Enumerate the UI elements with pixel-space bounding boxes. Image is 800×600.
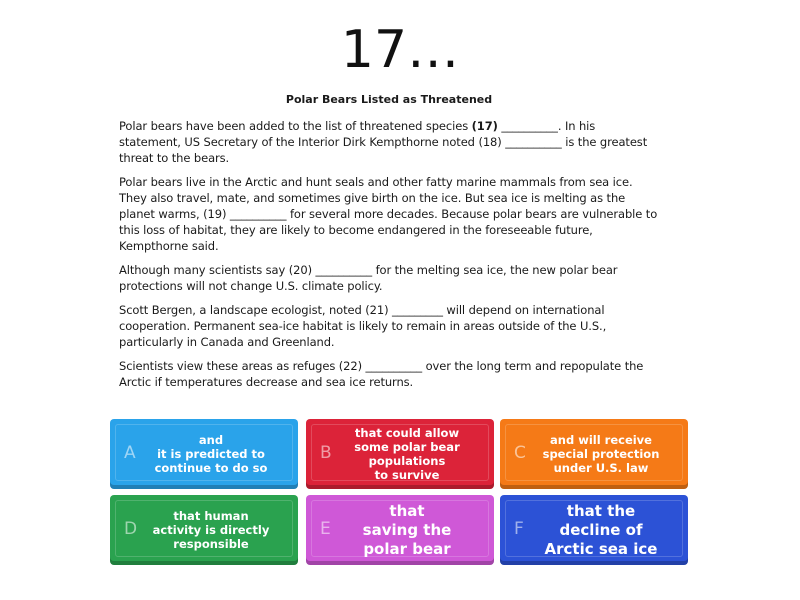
paragraph-3: Although many scientists say (20) __________ for the melting sea ice, the new polar bear protections will not change U.S. climate policy. — [119, 263, 618, 293]
answer-text-c: and will receive special protection under U.S. law — [542, 433, 660, 475]
answer-letter-a: A — [124, 443, 136, 463]
answer-tile-a[interactable] — [110, 419, 298, 489]
answer-letter-b: B — [320, 443, 332, 463]
paragraph-2: Polar bears live in the Arctic and hunt seals and other fatty marine mammals from sea ice. They also travel, mate, and sometimes give birth on the ice. But sea ice is melting as the planet warms, (19) __________ for several more decades. Because polar bears are vulnerable to this loss of habitat, they are likely to become endangered in the foreseeable future, Kempthorne said. — [119, 175, 658, 253]
answer-letter-e: E — [320, 519, 331, 539]
document-title: Polar Bears Listed as Threatened — [285, 93, 493, 106]
paragraph-4: Scott Bergen, a landscape ecologist, noted (21) _________ will depend on international cooperation. Permanent sea-ice habitat is likely to remain in areas outside of the U.S., particularly in Canada and Greenland. — [119, 303, 607, 349]
answer-tile-d[interactable] — [110, 495, 298, 565]
question-title: 17… — [340, 20, 460, 80]
answer-letter-c: C — [514, 443, 526, 463]
question-document — [119, 92, 659, 398]
answer-tile-f[interactable] — [500, 495, 688, 565]
answer-text-f: that the decline of Arctic sea ice — [544, 501, 658, 558]
answer-tile-c[interactable] — [500, 419, 688, 489]
answer-text-d: that human activity is directly responsible — [152, 509, 270, 551]
paragraph-1 — [119, 118, 659, 166]
paragraph-5: Scientists view these areas as refuges (22) __________ over the long term and repopulate the Arctic if temperatures decrease and sea ice returns. — [119, 359, 644, 389]
blank-17-label: (17) — [471, 119, 498, 133]
paragraph-1-pre: Polar bears have been added to the list of threatened species — [119, 119, 472, 133]
answer-tile-b[interactable] — [306, 419, 494, 489]
answer-letter-d: D — [124, 519, 138, 539]
answer-text-a: and it is predicted to continue to do so — [154, 433, 268, 475]
paragraph-1-post: __________. In his statement, US Secretary of the Interior Dirk Kempthorne noted (18) __________ is the greatest threat to the bears. — [119, 119, 648, 165]
answer-letter-f: F — [514, 519, 524, 539]
answer-text-b: that could allow some polar bear populations to survive — [354, 426, 460, 482]
answer-text-e: that saving the polar bear — [362, 501, 452, 558]
answer-tile-e[interactable] — [306, 495, 494, 565]
